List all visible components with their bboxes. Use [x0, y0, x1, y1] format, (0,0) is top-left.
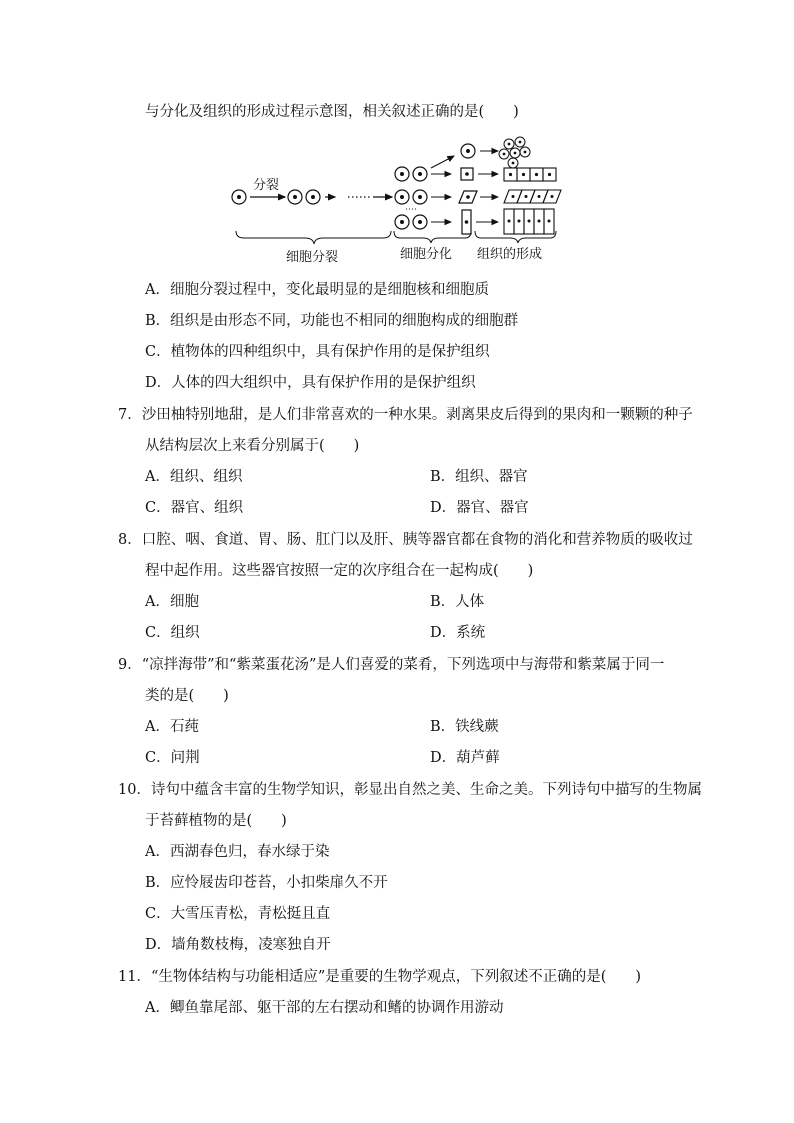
cell-division-diagram [228, 134, 573, 264]
cell-division-brace [236, 231, 391, 244]
q8-option-d: D．系统 [430, 625, 486, 641]
q10-stem-line2: 于苔藓植物的是( ) [145, 813, 287, 829]
label-cell-division: 细胞分裂 [286, 250, 339, 264]
division-stage [232, 178, 392, 204]
q10-option-a: A．西湖春色归，春水绿于染 [145, 844, 330, 860]
differentiation-stage [395, 144, 477, 234]
q7-option-d: D．器官、器官 [430, 500, 529, 516]
q9-option-d: D．葫芦藓 [430, 750, 500, 766]
q8-stem-line2: 程中起作用。这些器官按照一定的次序组合在一起构成( ) [145, 563, 534, 579]
q10-stem-line1: 10．诗句中蕴含丰富的生物学知识，彰显出自然之美、生命之美。下列诗句中描写的生物属 [118, 782, 702, 798]
q6-option-d: D．人体的四大组织中，具有保护作用的是保护组织 [145, 375, 476, 391]
q9-stem-line2: 类的是( ) [145, 688, 229, 704]
q9-option-c: C．问荆 [145, 750, 200, 766]
q10-option-b: B．应怜屐齿印苍苔，小扣柴扉久不开 [145, 875, 388, 891]
tissue-stage [476, 137, 561, 234]
q11-stem: 11．“生物体结构与功能相适应”是重要的生物学观点，下列叙述不正确的是( ) [118, 969, 642, 985]
q8-option-c: C．组织 [145, 625, 200, 641]
label-tissue-formation: 组织的形成 [477, 247, 543, 262]
q8-option-a: A．细胞 [145, 594, 199, 610]
q6-option-c: C．植物体的四种组织中，具有保护作用的是保护组织 [145, 344, 490, 360]
q8-stem-line1: 8．口腔、咽、食道、胃、肠、肛门以及肝、胰等器官都在食物的消化和营养物质的吸收过 [118, 532, 693, 548]
cell-differentiation-brace [394, 231, 471, 243]
q9-stem-line1: 9．“凉拌海带”和“紫菜蛋花汤”是人们喜爱的菜肴，下列选项中与海带和紫菜属于同一 [118, 657, 665, 673]
label-cell-differentiation: 细胞分化 [400, 247, 453, 262]
q7-option-c: C．器官、组织 [145, 500, 244, 516]
q8-option-b: B．人体 [430, 594, 485, 610]
q11-option-a: A．鲫鱼靠尾部、躯干部的左右摆动和鳍的协调作用游动 [145, 1000, 504, 1016]
q7-stem-line1: 7．沙田柚特别地甜，是人们非常喜欢的一种水果。剥离果皮后得到的果肉和一颗颗的种子 [118, 407, 693, 423]
q6-stem-continuation: 与分化及组织的形成过程示意图，相关叙述正确的是( ) [145, 104, 519, 120]
q7-stem-line2: 从结构层次上来看分别属于( ) [145, 438, 360, 454]
q9-option-a: A．石莼 [145, 719, 199, 735]
q7-option-a: A．组织、组织 [145, 469, 243, 485]
division-arrow-label: 分裂 [253, 178, 280, 193]
q6-option-b: B．组织是由形态不同，功能也不相同的细胞构成的细胞群 [145, 313, 519, 329]
q10-option-d: D．墙角数枝梅，凌寒独自开 [145, 937, 331, 953]
q10-option-c: C．大雪压青松，青松挺且直 [145, 906, 331, 922]
q7-option-b: B．组织、器官 [430, 469, 528, 485]
q6-option-a: A．细胞分裂过程中，变化最明显的是细胞核和细胞质 [145, 282, 489, 298]
q9-option-b: B．铁线蕨 [430, 719, 499, 735]
